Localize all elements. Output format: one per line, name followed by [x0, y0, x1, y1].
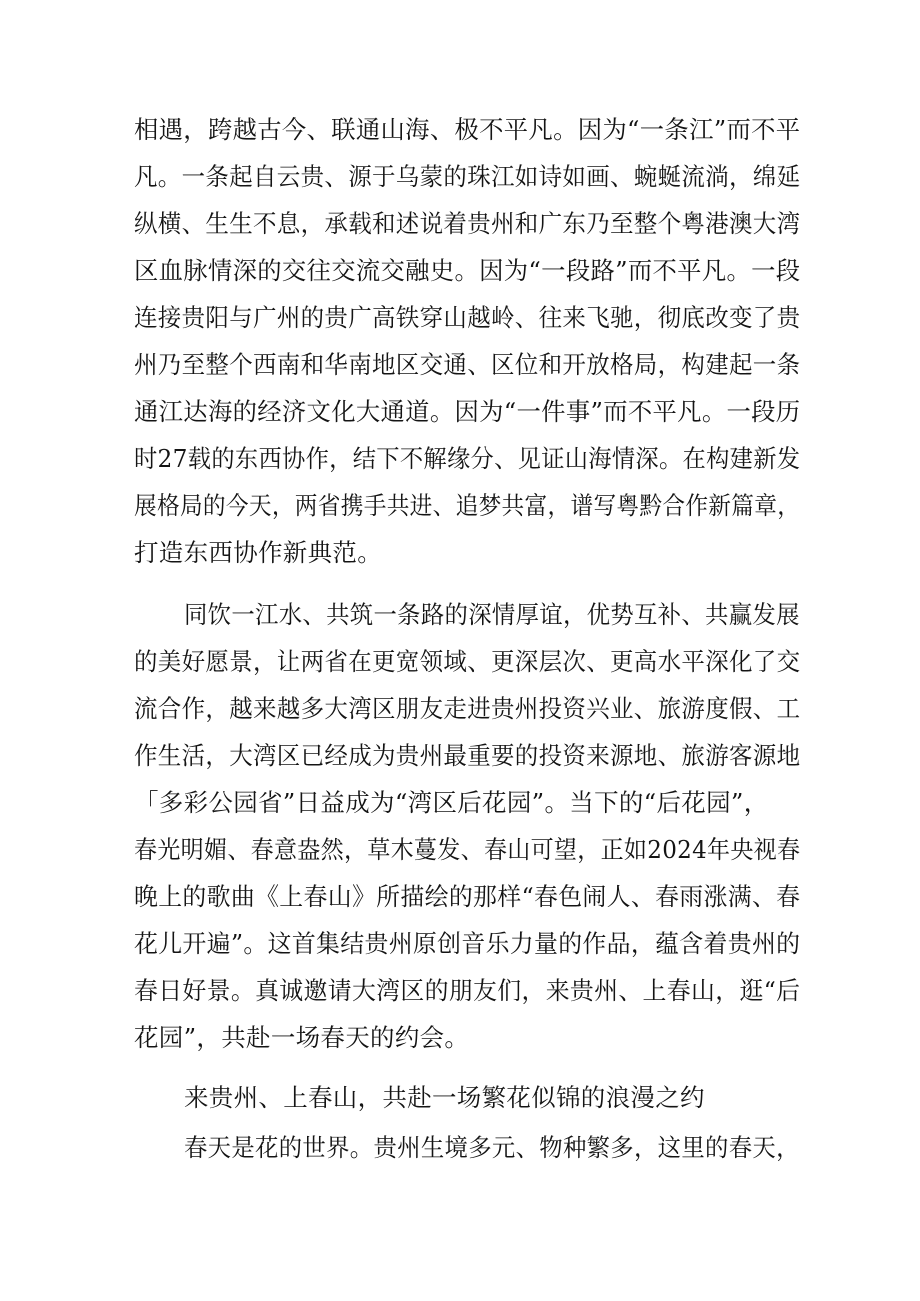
text-line: 晚上的歌曲《上春山》所描绘的那样“春色闹人、春雨涨满、春: [134, 882, 801, 911]
text-line: 展格局的今天，两省携手共进、追梦共富，谱写粤黔合作新篇章，: [134, 491, 801, 520]
text-line: 春天是花的世界。贵州生境多元、物种繁多，这里的春天，: [184, 1133, 800, 1162]
text-line: 相遇，跨越古今、联通山海、极不平凡。因为“一条江”而不平: [134, 115, 801, 144]
text-line: 花园”，共赴一场春天的约会。: [134, 1023, 470, 1052]
text-line: 春日好景。真诚邀请大湾区的朋友们，来贵州、上春山，逛“后: [134, 976, 801, 1005]
text-line: 打造东西协作新典范。: [134, 538, 382, 567]
text-line: 春光明媚、春意盎然，草木蔓发、春山可望，正如2024年央视春: [134, 835, 801, 864]
text-line: 连接贵阳与广州的贵广高铁穿山越岭、往来飞驰，彻底改变了贵: [134, 303, 801, 332]
text-line: 「多彩公园省”日益成为“湾区后花园”。当下的“后花园”，: [134, 788, 769, 817]
text-line: 通江达海的经济文化大通道。因为“一件事”而不平凡。一段历: [134, 397, 801, 426]
text-line: 花儿开遍”。这首集结贵州原创音乐力量的作品，蕴含着贵州的: [134, 929, 801, 958]
text-line: 同饮一江水、共筑一条路的深情厚谊，优势互补、共赢发展: [184, 600, 800, 629]
text-line: 的美好愿景，让两省在更宽领域、更深层次、更高水平深化了交: [134, 647, 801, 676]
text-line: 凡。一条起自云贵、源于乌蒙的珠江如诗如画、蜿蜒流淌，绵延: [134, 162, 801, 191]
section-heading: 来贵州、上春山，共赴一场繁花似锦的浪漫之约: [184, 1083, 705, 1112]
text-line: 纵横、生生不息，承载和述说着贵州和广东乃至整个粤港澳大湾: [134, 209, 801, 238]
text-line: 区血脉情深的交往交流交融史。因为“一段路”而不平凡。一段: [134, 256, 801, 285]
text-line: 州乃至整个西南和华南地区交通、区位和开放格局，构建起一条: [134, 350, 801, 379]
text-line: 流合作，越来越多大湾区朋友走进贵州投资兴业、旅游度假、工: [134, 694, 801, 723]
text-line: 作生活，大湾区已经成为贵州最重要的投资来源地、旅游客源地: [134, 741, 801, 770]
text-line: 时27载的东西协作，结下不解缘分、见证山海情深。在构建新发: [134, 444, 801, 473]
